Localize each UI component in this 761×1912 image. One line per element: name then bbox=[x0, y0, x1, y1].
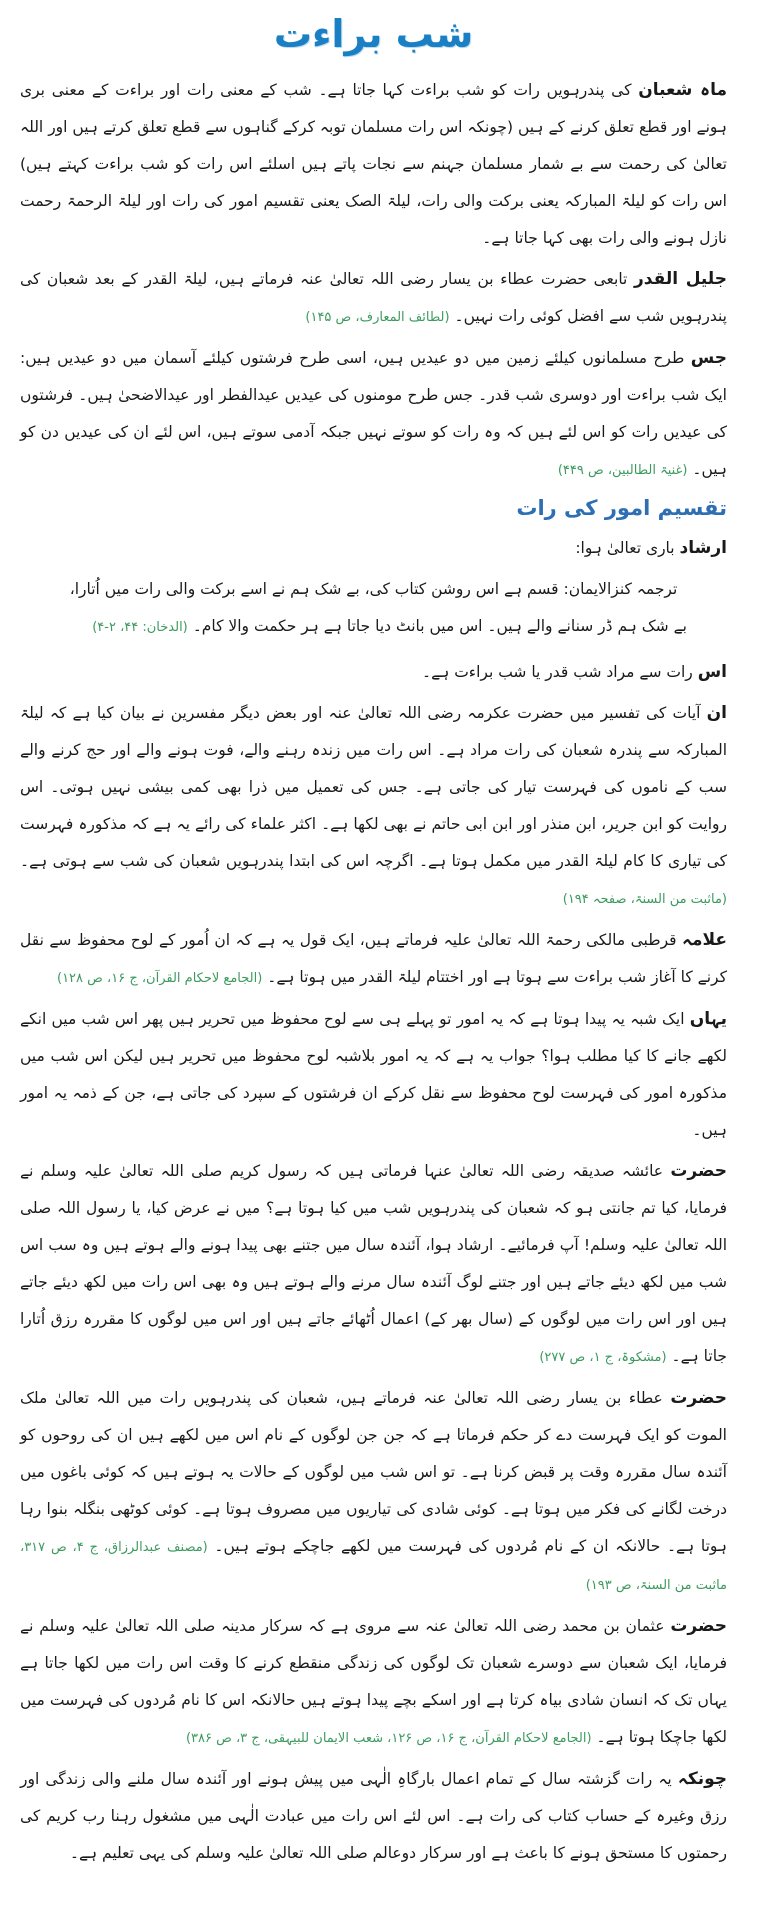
reference-citation: (غنیۃ الطالبین، ص ۴۴۹) bbox=[557, 462, 688, 478]
paragraph-1 bbox=[20, 72, 727, 257]
reference-citation: (ماثبت من السنۃ، صفحہ ۱۹۴) bbox=[562, 891, 727, 907]
page-title: شب براءت bbox=[273, 12, 474, 56]
paragraph-10 bbox=[20, 1380, 727, 1604]
spacer bbox=[20, 646, 727, 654]
paragraph-text: آیات کی تفسیر میں حضرت عکرمہ رضی اللہ تعالیٰ عنہ اور بعض دیگر مفسرین نے بیان کیا ہے کہ لیلۃ المبارکہ سے پندرہ شعبان کی رات مراد ہے۔ اس رات میں زندہ رہنے والے، فوت ہونے والے اور حج کرنے والے سب کے ناموں کی فہرست تیار کی جاتی ہے۔ جس کی تعمیل میں ذرا بھی کمی بیشی نہیں ہوتی۔ اس روایت کو ابن جریر، ابن منذر اور ابن ابی حاتم نے بھی لکھا ہے۔ اکثر علماء کی رائے یہ ہے کہ مذکورہ فہرست کی تیاری کا کام لیلۃ القدر میں مکمل ہوتا ہے۔ اگرچہ اس کی ابتدا پندرہویں شعبان کی شب سے ہوتی ہے۔ bbox=[20, 703, 727, 870]
paragraph-text: باری تعالیٰ ہوا: bbox=[575, 538, 675, 557]
paragraph-lead: ارشاد bbox=[679, 537, 727, 558]
paragraph-9 bbox=[20, 1153, 727, 1376]
paragraph-lead: حضرت bbox=[670, 1160, 727, 1181]
paragraph-6 bbox=[20, 695, 727, 918]
paragraph-text: کی پندرہویں رات کو شب براءت کہا جاتا ہے۔ شب کے معنی رات اور براءت کے معنی بری ہونے اور قطع تعلق کرنے کے ہیں (چونکہ اس رات مسلمان توبہ کرکے گناہوں سے قطع تعلق کرتے ہیں اور اللہ تعالیٰ کی رحمت سے بے شمار مسلمان جہنم سے نجات پاتے ہیں اسلئے اس رات کو شب براءت کہتے ہیں) اس رات کو لیلۃ المبارکہ یعنی برکت والی رات، لیلۃ الصک یعنی تقسیم امور کی رات اور لیلۃ الرحمۃ رحمت نازل ہونے والی رات بھی کہا جاتا ہے۔ bbox=[20, 80, 727, 247]
paragraph-lead: چونکہ bbox=[677, 1768, 727, 1789]
paragraph-lead: علامہ bbox=[681, 929, 727, 950]
paragraph-text: عائشہ صدیقہ رضی اللہ تعالیٰ عنہا فرماتی ہیں کہ رسول کریم صلی اللہ تعالیٰ علیہ وسلم نے فرمایا، کیا تم جانتی ہو کہ شعبان کی پندرہویں شب میں کیا ہوتا ہے؟ میں نے عرض کیا، یا رسول اللہ صلی اللہ تعالیٰ علیہ وسلم! آپ فرمائیے۔ ارشاد ہوا، آئندہ سال میں جتنے بھی پیدا ہونے والے ہوتے ہیں وہ سب اس شب میں لکھ دیئے جاتے ہیں اور جتنے لوگ آئندہ سال مرنے والے ہوتے ہیں وہ بھی اس رات میں لکھ دیئے جاتے ہیں اور اس رات میں لوگوں کے (سال بھر کے) اعمال اُٹھائے جاتے ہیں اور اس میں لوگوں کا مقررہ رزق اُتارا جاتا ہے۔ bbox=[20, 1161, 727, 1365]
reference-citation: (الدخان: ۴۴، ۲-۴) bbox=[92, 619, 188, 635]
quran-translation-line-2 bbox=[20, 608, 687, 646]
paragraph-text: طرح مسلمانوں کیلئے زمین میں دو عیدیں ہیں، اسی طرح فرشتوں کیلئے آسمان میں دو عیدیں ہیں: ایک شب براءت اور دوسری شب قدر۔ جس طرح مومنوں کی عیدیں عیدالفطر اور عیدالاضحیٰ ہیں۔ فرشتوں کی عیدیں رات کو اس لئے ہیں کہ وہ رات کو سوتے نہیں جبکہ آدمی سوتے ہیں، اس لئے ان کی عیدیں دن کو ہیں۔ bbox=[20, 348, 727, 478]
paragraph-lead: حضرت bbox=[670, 1387, 727, 1408]
paragraph-lead: ان bbox=[706, 702, 727, 723]
reference-citation: (الجامع لاحکام القرآن، ج ۱۶، ص ۱۲۸) bbox=[57, 970, 263, 986]
reference-citation: (لطائف المعارف، ص ۱۴۵) bbox=[305, 309, 450, 325]
paragraph-lead: اس bbox=[697, 661, 727, 682]
paragraph-lead: جس bbox=[690, 347, 727, 368]
paragraph-2 bbox=[20, 261, 727, 336]
paragraph-7 bbox=[20, 922, 727, 997]
quran-translation-line-1: ترجمہ کنزالایمان: قسم ہے اس روشن کتاب کی، بے شک ہم نے اسے برکت والی رات میں اُتارا، bbox=[69, 579, 678, 598]
paragraph-lead: یہاں bbox=[689, 1008, 727, 1029]
paragraph-lead: جلیل القدر bbox=[634, 268, 727, 289]
paragraph-lead: ماہ شعبان bbox=[638, 79, 727, 100]
paragraph-11 bbox=[20, 1608, 727, 1757]
reference-citation: (الجامع لاحکام القرآن، ج ۱۶، ص ۱۲۶، شعب الایمان للبیہقی، ج ۳، ص ۳۸۶) bbox=[185, 1730, 592, 1746]
reference-citation: (مشکوۃ، ج ۱، ص ۲۷۷) bbox=[539, 1349, 667, 1365]
paragraph-8 bbox=[20, 1001, 727, 1149]
paragraph-3 bbox=[20, 340, 727, 489]
paragraph-text: یہ رات گزشتہ سال کے تمام اعمال بارگاہِ الٰہی میں پیش ہونے اور آئندہ سال ملنے والی زندگی اور رزق وغیرہ کے حساب کتاب کی رات ہے۔ اس لئے اس رات میں عبادت الٰہی میں مشغول رہنا رب کریم کی رحمتوں کا مستحق ہونے کا باعث ہے اور سرکار دوعالم صلی اللہ تعالیٰ علیہ وسلم کی یہی تعلیم ہے۔ bbox=[20, 1769, 727, 1862]
paragraph-text: قرطبی مالکی رحمۃ اللہ تعالیٰ علیہ فرماتے ہیں، ایک قول یہ ہے کہ ان اُمور کے لوح محفوظ سے نقل کرنے کا آغاز شب براءت سے ہوتا ہے اور اختتام لیلۃ القدر میں ہوتا ہے۔ bbox=[20, 930, 727, 986]
paragraph-text: عثمان بن محمد رضی اللہ تعالیٰ عنہ سے مروی ہے کہ سرکار مدینہ صلی اللہ تعالیٰ علیہ وسلم نے فرمایا، ایک شعبان سے دوسرے شعبان تک لوگوں کی زندگی منقطع کرنے کا وقت اس رات میں لکھا جاتا ہے یہاں تک کہ انسان شادی بیاہ کرتا ہے اور اسکے بچے پیدا ہوتے ہیں حالانکہ اس کا نام مُردوں کی فہرست میں لکھا جاچکا ہوتا ہے۔ bbox=[20, 1616, 727, 1746]
paragraph-4 bbox=[20, 530, 727, 567]
paragraph-5 bbox=[20, 654, 727, 691]
paragraph-lead: حضرت bbox=[670, 1615, 727, 1636]
paragraph-text: ایک شبہ یہ پیدا ہوتا ہے کہ یہ امور تو پہلے ہی سے لوح محفوظ میں تحریر ہیں پھر اس شب میں انکے لکھے جانے کا کیا مطلب ہوا؟ جواب یہ ہے کہ یہ امور بلاشبہ لوح محفوظ میں تحریر ہیں لیکن اس شب میں مذکورہ امور کی فہرست لوح محفوظ سے نقل کرکے ان فرشتوں کے سپرد کی جاتی ہے، جن کے ذمہ یہ امور ہیں۔ bbox=[20, 1009, 727, 1139]
paragraph-text: تابعی حضرت عطاء بن یسار رضی اللہ تعالیٰ عنہ فرماتے ہیں، لیلۃ القدر کے بعد شعبان کی پندرہویں شب سے افضل کوئی رات نہیں۔ bbox=[20, 269, 727, 325]
paragraph-text: رات سے مراد شب قدر یا شب براءت ہے۔ bbox=[422, 662, 693, 681]
section-heading: تقسیم امور کی رات bbox=[516, 495, 727, 520]
paragraph-12 bbox=[20, 1761, 727, 1872]
paragraph-text: عطاء بن یسار رضی اللہ تعالیٰ عنہ فرماتے ہیں، شعبان کی پندرہویں رات میں اللہ تعالیٰ ملک الموت کو ایک فہرست دے کر حکم فرماتا ہے کہ جن جن لوگوں کے نام اس میں لکھے ہیں ان کی روحوں کو آئندہ سال مقررہ وقت پر قبض کرنا ہے۔ تو اس شب میں لوگوں کے حالات یہ ہوتے ہیں کہ کوئی باغوں میں درخت لگانے کی فکر میں ہوتا ہے۔ کوئی شادی کی تیاریوں میں مصروف ہوتا ہے۔ کوئی کوٹھی بنگلہ بنوا رہا ہوتا ہے۔ حالانکہ ان کے نام مُردوں کی فہرست میں لکھے جاچکے ہوتے ہیں۔ bbox=[20, 1388, 727, 1555]
reference-citation: (مصنف عبدالرزاق، ج ۴، ص ۳۱۷، ماثبت من السنۃ، ص ۱۹۳) bbox=[20, 1539, 727, 1593]
quote-text: بے شک ہم ڈر سنانے والے ہیں۔ اس میں بانٹ دیا جاتا ہے ہر حکمت والا کام۔ bbox=[192, 616, 687, 635]
